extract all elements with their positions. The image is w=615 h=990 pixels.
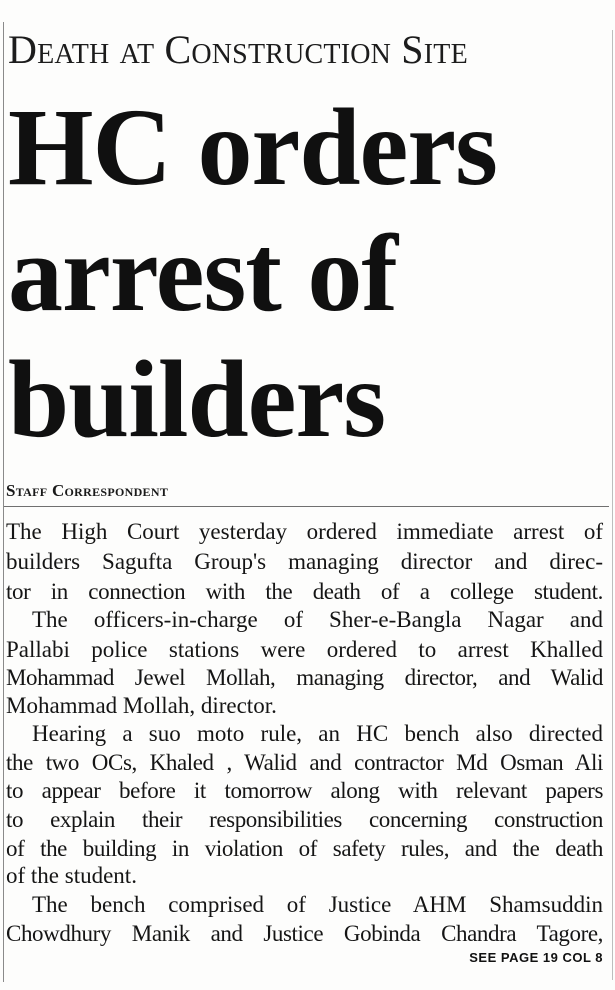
body-line: of the building in violation of safety rules, and the death — [6, 836, 603, 861]
kicker-heading: Death at Construction Site — [8, 27, 468, 72]
headline: HC orders arrest of builders — [8, 86, 497, 460]
body-line: to appear before it tomorrow along with relevant papers — [6, 778, 603, 803]
byline-divider — [4, 506, 609, 507]
byline: Staff Correspondent — [6, 481, 169, 500]
body-line: the two OCs, Khaled , Walid and contractor Md Osman Ali — [6, 750, 603, 775]
body-line: The High Court yesterday ordered immediate arrest of — [6, 519, 603, 544]
column-rule-left — [3, 22, 4, 982]
body-line: builders Sagufta Group's managing director and direc- — [6, 549, 603, 574]
body-line: The officers-in-charge of Sher-e-Bangla Nagar and — [32, 607, 603, 632]
body-line: Chowdhury Manik and Justice Gobinda Chandra Tagore, — [6, 921, 603, 946]
body-line: tor in connection with the death of a college student. — [6, 579, 603, 604]
body-line: Mohammad Jewel Mollah, managing director, and Walid — [6, 665, 603, 690]
body-line: Hearing a suo moto rule, an HC bench also directed — [32, 721, 603, 746]
body-line: of the student. — [6, 863, 137, 888]
body-line: to explain their responsibilities concerning construction — [6, 807, 603, 832]
continuation-link[interactable]: SEE PAGE 19 COL 8 — [469, 950, 603, 965]
body-line: Mohammad Mollah, director. — [6, 693, 277, 718]
body-line: The bench comprised of Justice AHM Shamsuddin — [32, 892, 603, 917]
body-line: Pallabi police stations were ordered to arrest Khalled — [6, 637, 603, 662]
